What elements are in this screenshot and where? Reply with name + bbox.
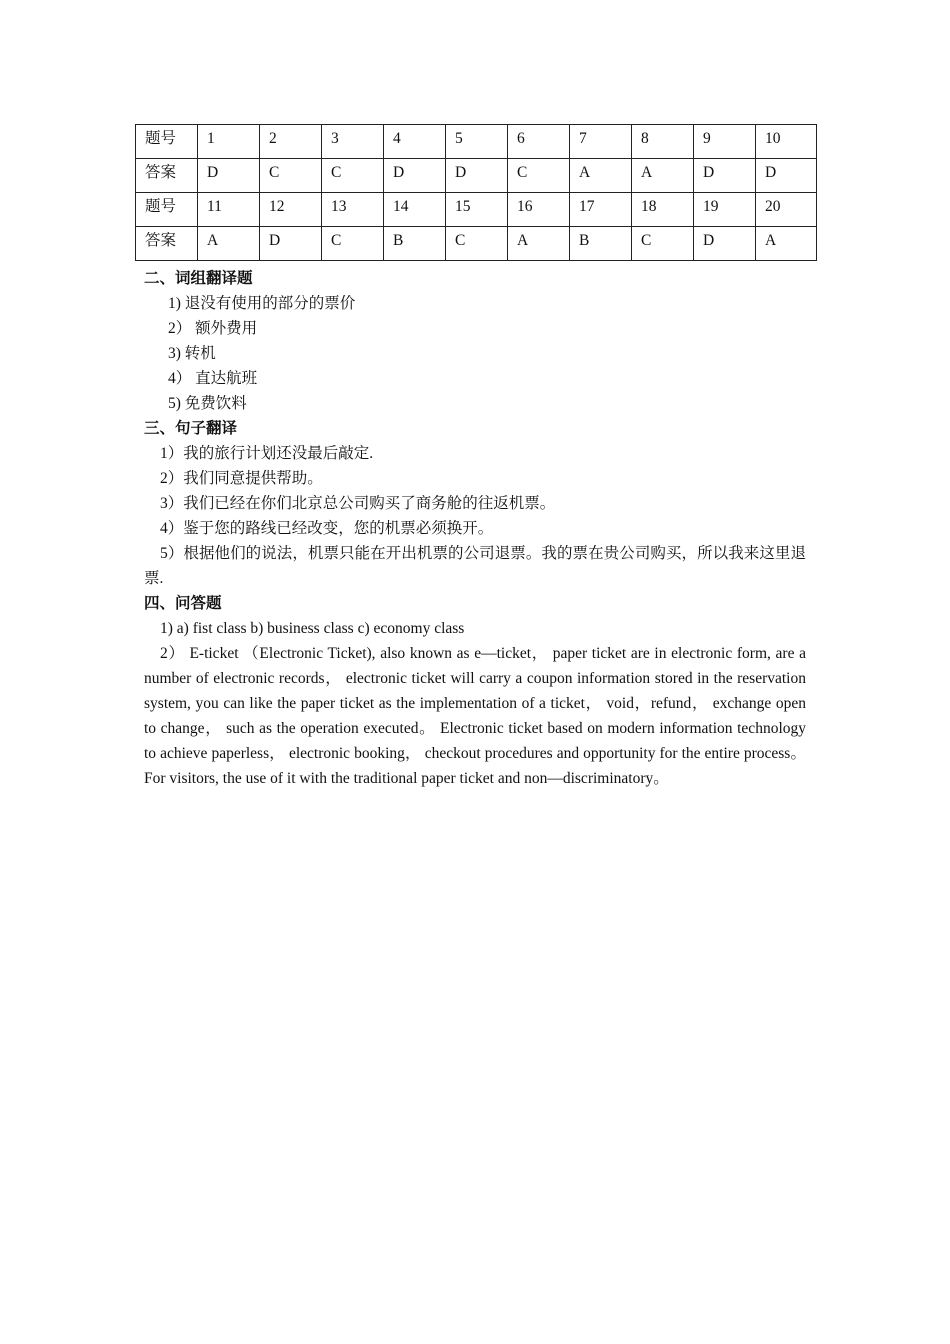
- table-row: [136, 159, 817, 193]
- table-cell: 8: [632, 125, 694, 159]
- table-cell: A: [756, 227, 817, 261]
- table-cell: 19: [694, 193, 756, 227]
- table-cell: C: [322, 159, 384, 193]
- table-cell: D: [694, 159, 756, 193]
- table-cell: 17: [570, 193, 632, 227]
- table-row: [136, 227, 817, 261]
- document-body: [144, 266, 806, 791]
- table-cell: B: [570, 227, 632, 261]
- table-row-header: 题号: [136, 125, 198, 159]
- table-cell: C: [260, 159, 322, 193]
- table-cell: 14: [384, 193, 446, 227]
- table-cell: 13: [322, 193, 384, 227]
- table-cell: C: [508, 159, 570, 193]
- phrase-item-2: 2） 额外费用: [168, 320, 258, 337]
- table-cell: 6: [508, 125, 570, 159]
- table-row-header: 答案: [136, 159, 198, 193]
- table-cell: 7: [570, 125, 632, 159]
- phrase-item-1: 1) 退没有使用的部分的票价: [168, 295, 356, 312]
- sentence-item-5: 5）根据他们的说法，机票只能在开出机票的公司退票。我的票在贵公司购买，所以我来这里退票.: [144, 545, 806, 587]
- answer-table: [135, 124, 817, 261]
- table-cell: 2: [260, 125, 322, 159]
- section-heading-qa: 四、问答题: [144, 595, 222, 612]
- section-heading-phrase-translation: 二、词组翻译题: [144, 270, 253, 287]
- table-cell: 3: [322, 125, 384, 159]
- table-row: [136, 193, 817, 227]
- table-cell: C: [322, 227, 384, 261]
- table-cell: 15: [446, 193, 508, 227]
- table-cell: 10: [756, 125, 817, 159]
- table-cell: D: [384, 159, 446, 193]
- table-cell: 9: [694, 125, 756, 159]
- table-cell: 12: [260, 193, 322, 227]
- table-cell: 18: [632, 193, 694, 227]
- table-cell: 16: [508, 193, 570, 227]
- table-cell: D: [260, 227, 322, 261]
- table-cell: 11: [198, 193, 260, 227]
- sentence-item-2: 2）我们同意提供帮助。: [160, 470, 323, 487]
- table-cell: C: [632, 227, 694, 261]
- table-row: [136, 125, 817, 159]
- table-cell: D: [756, 159, 817, 193]
- table-cell: 20: [756, 193, 817, 227]
- qa-item-1: 1) a) fist class b) business class c) economy class: [160, 620, 465, 637]
- table-cell: D: [446, 159, 508, 193]
- table-cell: C: [446, 227, 508, 261]
- table-cell: A: [198, 227, 260, 261]
- section-heading-sentence-translation: 三、句子翻译: [144, 420, 238, 437]
- table-cell: A: [632, 159, 694, 193]
- qa-item-2: 2） E-ticket （Electronic Ticket), also known as e—ticket， paper ticket are in electronic form, are a number of electronic records， electronic ticket will carry a coupon information stored in the reservation system, you can like the paper ticket as the implementation of a ticket， void，refund， exchange open to change， such as the operation executed。 Electronic ticket based on modern information technology to achieve paperless， electronic booking， checkout procedures and opportunity for the entire process。 For visitors, the use of it with the traditional paper ticket and non—discriminatory。: [144, 645, 806, 787]
- table-cell: 1: [198, 125, 260, 159]
- phrase-item-3: 3) 转机: [168, 345, 216, 362]
- table-cell: 4: [384, 125, 446, 159]
- table-row-header: 答案: [136, 227, 198, 261]
- phrase-item-5: 5) 免费饮料: [168, 395, 247, 412]
- table-cell: A: [570, 159, 632, 193]
- sentence-item-1: 1）我的旅行计划还没最后敲定.: [160, 445, 374, 462]
- table-cell: A: [508, 227, 570, 261]
- phrase-item-4: 4） 直达航班: [168, 370, 258, 387]
- table-cell: D: [198, 159, 260, 193]
- table-cell: B: [384, 227, 446, 261]
- table-cell: D: [694, 227, 756, 261]
- table-row-header: 题号: [136, 193, 198, 227]
- sentence-item-4: 4）鉴于您的路线已经改变，您的机票必须换开。: [160, 520, 494, 537]
- table-cell: 5: [446, 125, 508, 159]
- sentence-item-3: 3）我们已经在你们北京总公司购买了商务舱的往返机票。: [160, 495, 556, 512]
